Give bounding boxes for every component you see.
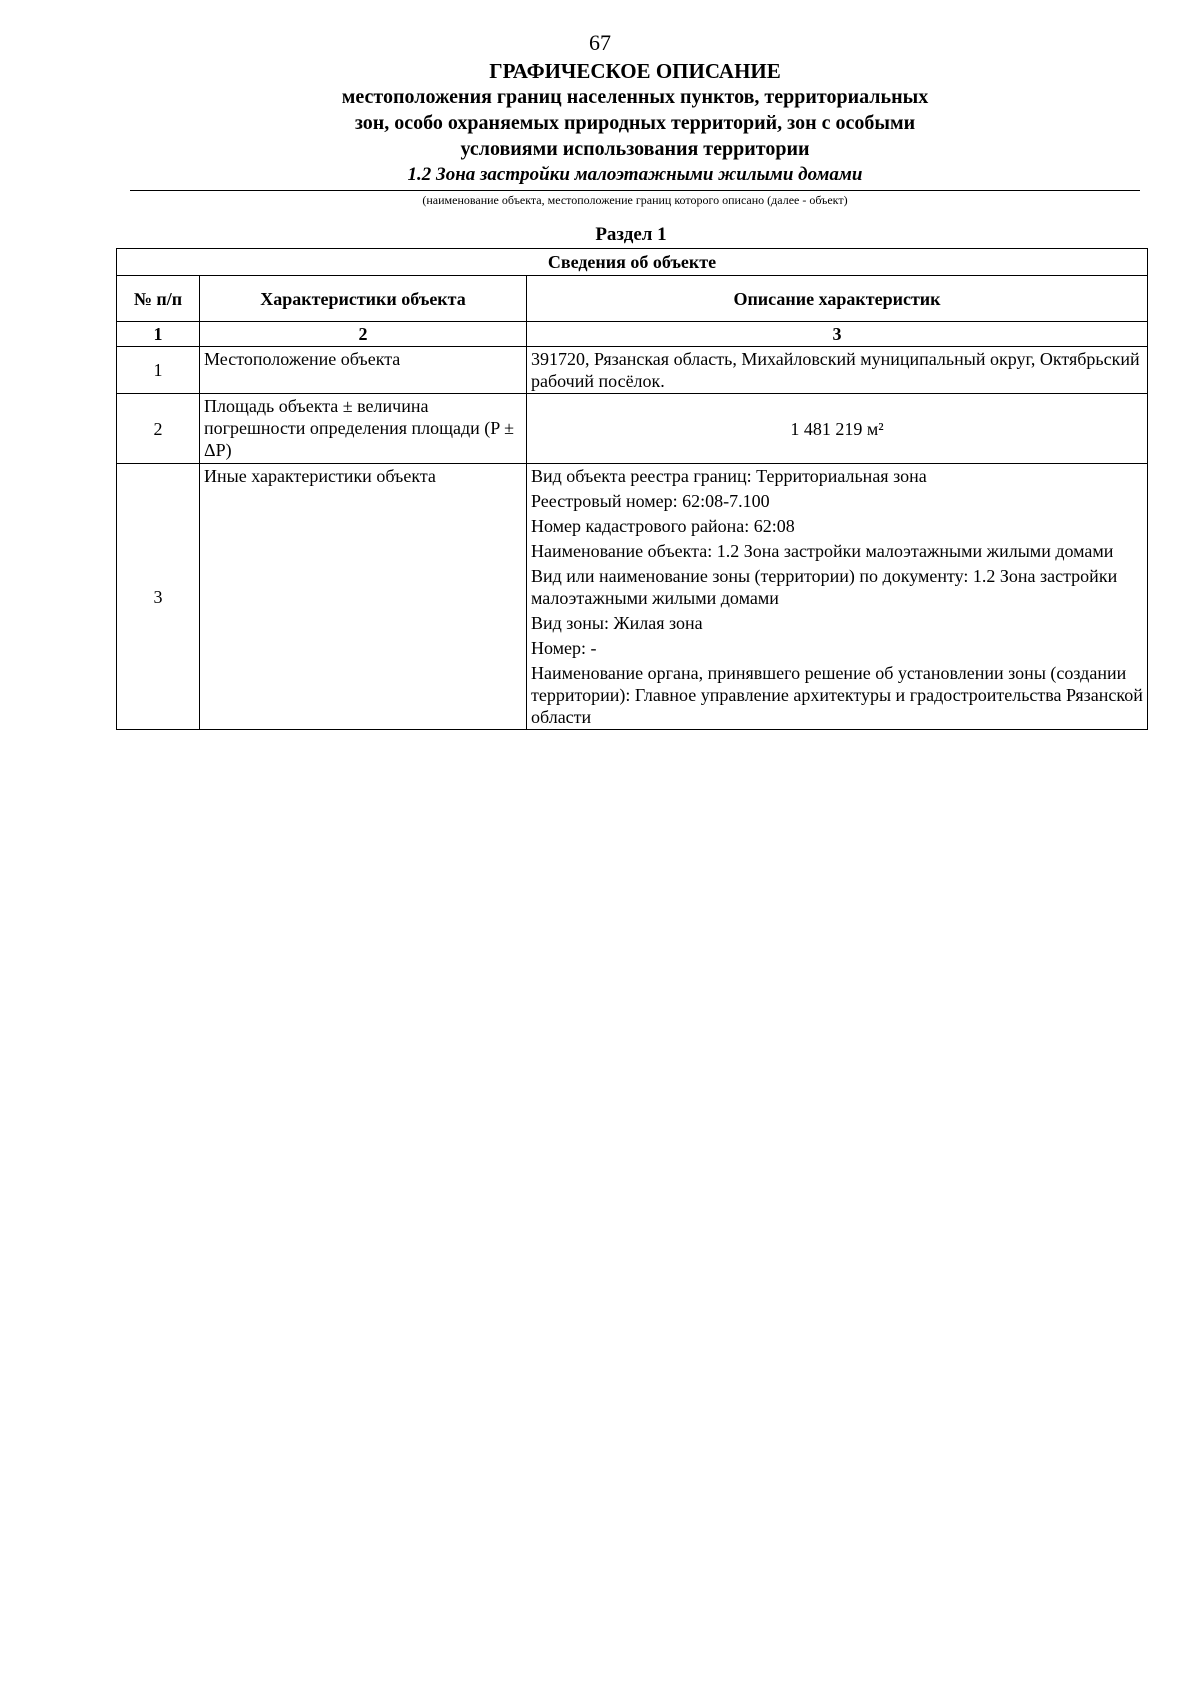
description-line: Вид или наименование зоны (территории) по документу: 1.2 Зона застройки малоэтажными жилыми домами bbox=[531, 566, 1118, 608]
section-title: Раздел 1 bbox=[595, 224, 667, 245]
description-line: Вид зоны: Жилая зона bbox=[531, 613, 703, 633]
object-name: 1.2 Зона застройки малоэтажными жилыми домами bbox=[407, 164, 863, 185]
document-header bbox=[130, 58, 1140, 208]
object-info-table bbox=[116, 248, 1148, 730]
row-characteristic: Иные характеристики объекта bbox=[200, 464, 527, 730]
description-line: Реестровый номер: 62:08-7.100 bbox=[531, 491, 770, 511]
table-row bbox=[117, 394, 1148, 464]
table-title: Сведения об объекте bbox=[117, 249, 1148, 276]
description-line: Номер кадастрового района: 62:08 bbox=[531, 516, 795, 536]
description-line: Наименование объекта: 1.2 Зона застройки малоэтажными жилыми домами bbox=[531, 541, 1114, 561]
row-num: 2 bbox=[117, 394, 200, 464]
description-line: Номер: - bbox=[531, 638, 597, 658]
header-num: № п/п bbox=[117, 276, 200, 322]
row-characteristic: Площадь объекта ± величина погрешности определения площади (P ± ΔP) bbox=[200, 394, 527, 464]
row-description bbox=[527, 347, 1148, 394]
column-number-2: 2 bbox=[200, 322, 527, 347]
description-line: Наименование органа, принявшего решение об установлении зоны (создании территории): Главное управление архитектуры и градостроительства Рязанской области bbox=[531, 663, 1143, 727]
row-num: 1 bbox=[117, 347, 200, 394]
row-description bbox=[527, 464, 1148, 730]
table-row bbox=[117, 347, 1148, 394]
column-number-1: 1 bbox=[117, 322, 200, 347]
document-subtitle-line-3: условиями использования территории bbox=[460, 138, 810, 160]
row-characteristic: Местоположение объекта bbox=[200, 347, 527, 394]
object-name-caption: (наименование объекта, местоположение границ которого описано (далее - объект) bbox=[422, 193, 848, 207]
document-subtitle-line-1: местоположения границ населенных пунктов, территориальных bbox=[341, 86, 929, 108]
header-description: Описание характеристик bbox=[527, 276, 1148, 322]
column-number-3: 3 bbox=[527, 322, 1148, 347]
document-subtitle-line-2: зон, особо охраняемых природных территорий, зон с особыми bbox=[354, 112, 916, 134]
document-title: ГРАФИЧЕСКОЕ ОПИСАНИЕ bbox=[489, 59, 781, 83]
page-number: 67 bbox=[589, 30, 611, 55]
row-description bbox=[527, 394, 1148, 464]
description-line: 1 481 219 м² bbox=[790, 418, 884, 439]
header-characteristic: Характеристики объекта bbox=[200, 276, 527, 322]
table-row bbox=[117, 464, 1148, 730]
row-num: 3 bbox=[117, 464, 200, 730]
description-line: Вид объекта реестра границ: Территориальная зона bbox=[531, 466, 927, 486]
description-line: 391720, Рязанская область, Михайловский муниципальный округ, Октябрьский рабочий посёлок. bbox=[531, 349, 1140, 391]
object-name-underline bbox=[130, 190, 1140, 191]
